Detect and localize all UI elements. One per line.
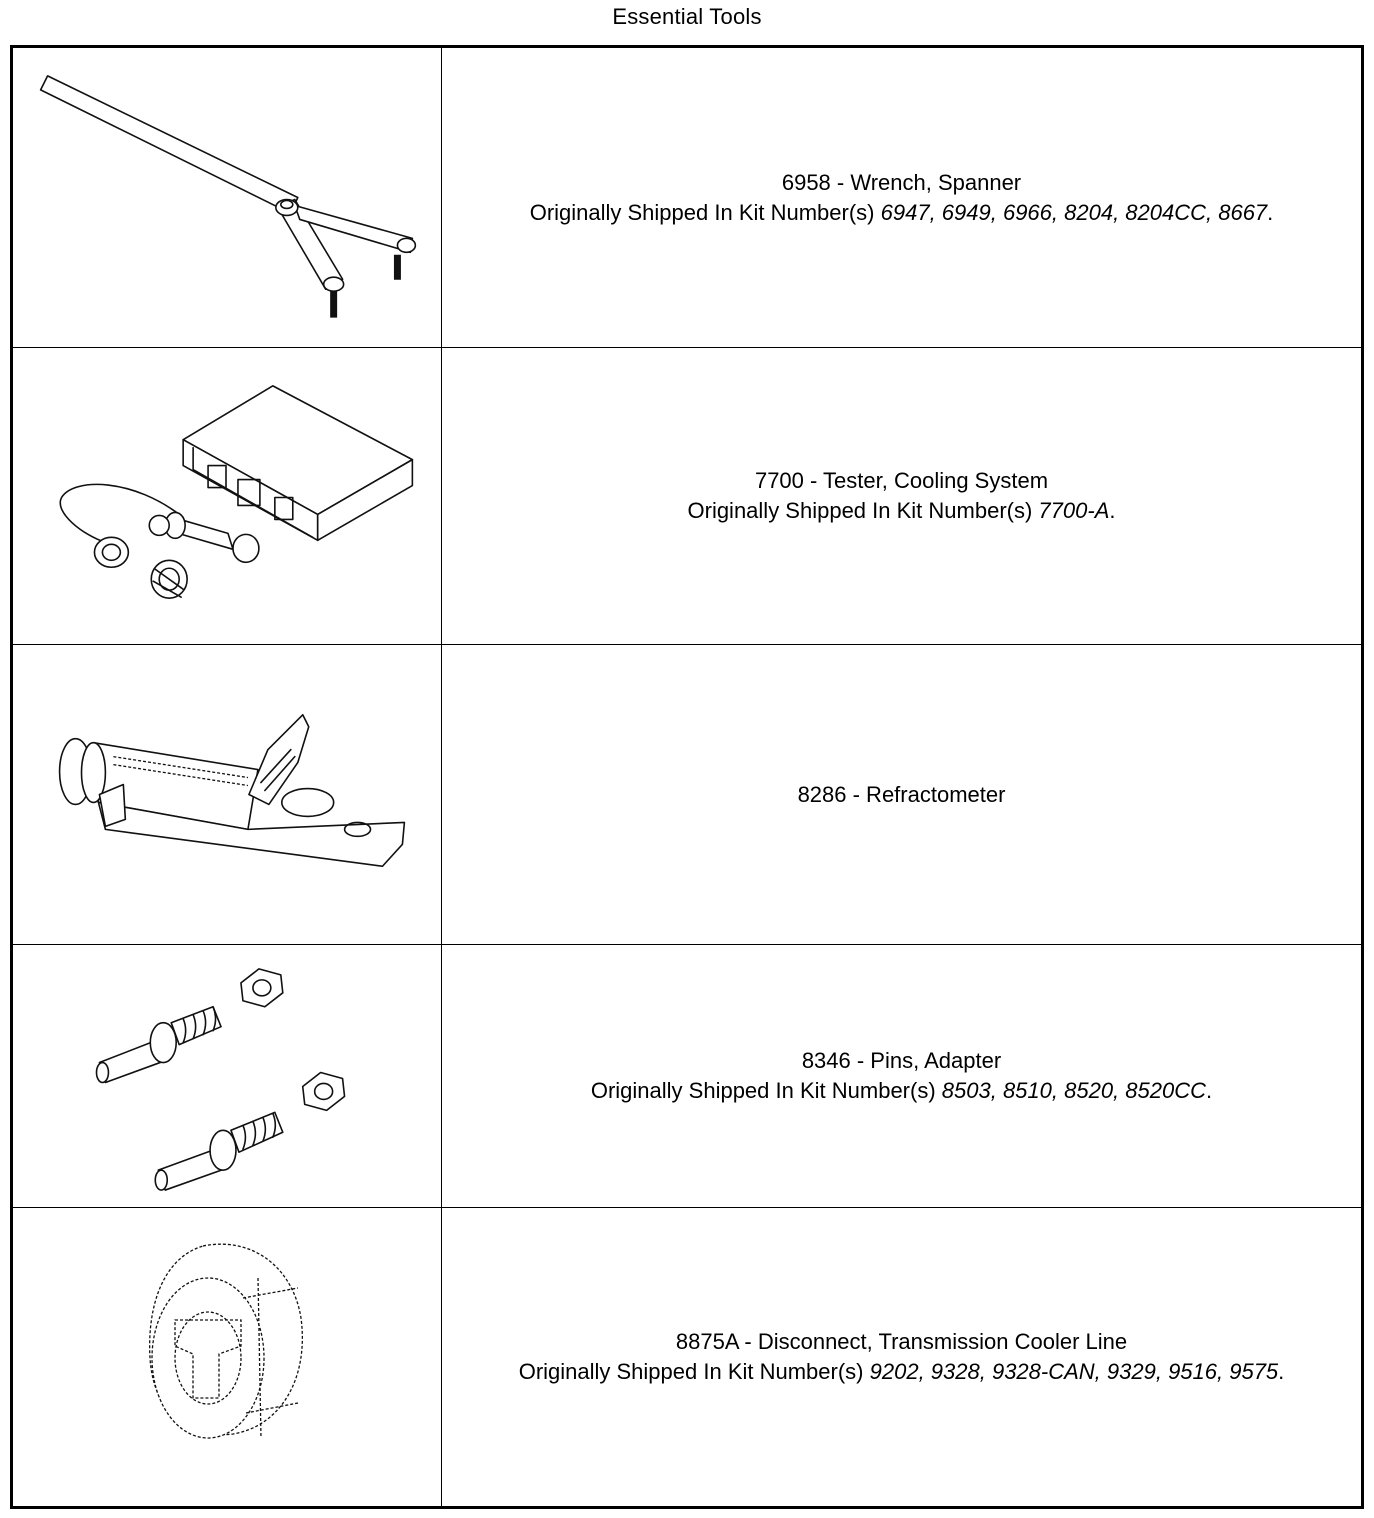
page-title: Essential Tools (612, 4, 762, 29)
kit-numbers-line (519, 1357, 1285, 1387)
kits-label: Originally Shipped In Kit Number(s) (590, 1078, 942, 1103)
tool-name: 8875A - Disconnect, Transmission Cooler Line (675, 1329, 1128, 1354)
tool-description (442, 348, 1361, 644)
tool-image-cell (13, 945, 442, 1207)
table-row (13, 645, 1361, 945)
kit-numbers-line (530, 198, 1274, 228)
kit-numbers: 9202, 9328, 9328-CAN, 9329, 9516, 9575 (869, 1359, 1279, 1384)
kits-label: Originally Shipped In Kit Number(s) (518, 1359, 870, 1384)
tool-name: 7700 - Tester, Cooling System (754, 468, 1049, 493)
refractometer-icon (13, 645, 442, 944)
kits-label: Originally Shipped In Kit Number(s) (687, 498, 1039, 523)
tools-table (10, 45, 1364, 1509)
kit-numbers: 6947, 6949, 6966, 8204, 8204CC, 8667 (880, 199, 1268, 225)
kit-numbers-line (688, 496, 1116, 526)
table-row (13, 945, 1361, 1208)
kit-numbers: 7700-A (1038, 498, 1110, 523)
tool-description (442, 48, 1361, 347)
tool-image-cell (13, 1208, 442, 1506)
tool-description (442, 645, 1361, 944)
cooling-system-tester-icon (13, 348, 442, 644)
kits-period: . (1278, 1359, 1285, 1384)
kits-period: . (1109, 498, 1116, 523)
table-row (13, 1208, 1361, 1506)
table-row (13, 348, 1361, 645)
table-row (13, 48, 1361, 348)
adapter-pins-icon (13, 945, 442, 1207)
spanner-wrench-icon (13, 48, 442, 347)
kits-period: . (1267, 199, 1274, 225)
kits-label: Originally Shipped In Kit Number(s) (529, 199, 881, 225)
tool-description (442, 945, 1361, 1207)
tool-name: 8286 - Refractometer (797, 781, 1006, 807)
tool-image-cell (13, 48, 442, 347)
tool-image-cell (13, 645, 442, 944)
kit-numbers: 8503, 8510, 8520, 8520CC (941, 1078, 1206, 1103)
tool-description (442, 1208, 1361, 1506)
tool-name: 6958 - Wrench, Spanner (781, 169, 1022, 195)
kit-numbers-line (591, 1076, 1212, 1106)
kits-period: . (1206, 1078, 1213, 1103)
cooler-line-disconnect-icon (13, 1208, 442, 1506)
tool-name: 8346 - Pins, Adapter (801, 1048, 1002, 1073)
tool-image-cell (13, 348, 442, 644)
